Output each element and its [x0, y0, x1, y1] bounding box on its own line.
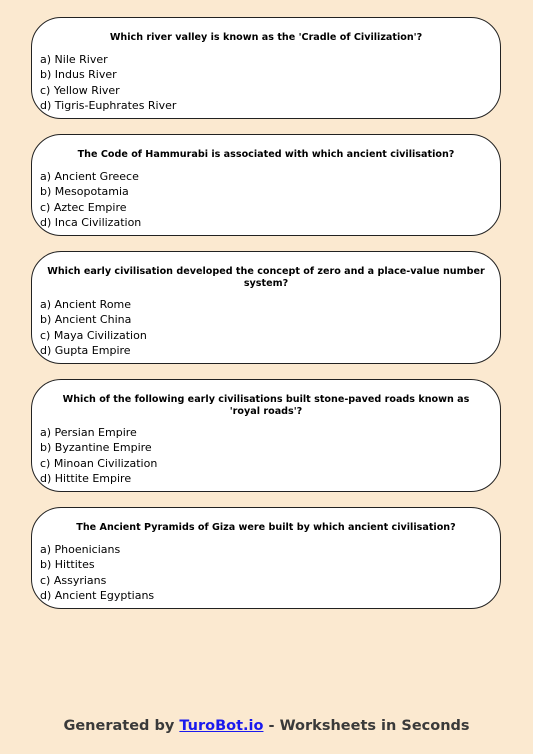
question-card	[31, 17, 501, 119]
footer-suffix: - Worksheets in Seconds	[263, 718, 470, 734]
option: b) Mesopotamia	[40, 185, 129, 199]
option: b) Byzantine Empire	[40, 441, 152, 455]
option: a) Phoenicians	[40, 543, 121, 556]
options-list	[40, 52, 486, 113]
option: b) Indus River	[40, 68, 117, 82]
footer	[0, 718, 533, 734]
question-text: The Ancient Pyramids of Giza were built by which ancient civilisation?	[76, 522, 456, 533]
question-card	[31, 507, 501, 609]
option: d) Gupta Empire	[40, 343, 131, 357]
option: c) Assyrians	[40, 573, 107, 587]
question-text: Which of the following early civilisations built stone-paved roads known as 'royal roads'?	[62, 394, 470, 417]
options-list	[40, 297, 486, 358]
option: c) Maya Civilization	[40, 328, 147, 342]
question-text: Which early civilisation developed the concept of zero and a place-value number system?	[47, 266, 485, 289]
question-card	[31, 379, 501, 492]
option: d) Tigris-Euphrates River	[40, 98, 177, 112]
footer-prefix: Generated by	[63, 718, 180, 734]
question-card	[31, 251, 501, 364]
question-card	[31, 134, 501, 236]
option: a) Nile River	[40, 53, 108, 66]
question-text: Which river valley is known as the 'Cradle of Civilization'?	[109, 32, 423, 43]
option: c) Minoan Civilization	[40, 456, 158, 470]
turobot-link[interactable]: TuroBot.io	[179, 718, 264, 734]
option: b) Ancient China	[40, 313, 132, 327]
option: c) Aztec Empire	[40, 200, 127, 214]
option: d) Hittite Empire	[40, 471, 132, 485]
question-text: The Code of Hammurabi is associated with which ancient civilisation?	[77, 149, 455, 160]
option: b) Hittites	[40, 558, 95, 572]
options-list	[40, 425, 486, 486]
option: d) Ancient Egyptians	[40, 588, 155, 602]
options-list	[40, 169, 486, 230]
option: a) Ancient Greece	[40, 170, 139, 183]
option: a) Persian Empire	[40, 426, 137, 439]
options-list	[40, 542, 486, 603]
option: a) Ancient Rome	[40, 298, 132, 311]
option: d) Inca Civilization	[40, 215, 142, 229]
option: c) Yellow River	[40, 83, 120, 97]
